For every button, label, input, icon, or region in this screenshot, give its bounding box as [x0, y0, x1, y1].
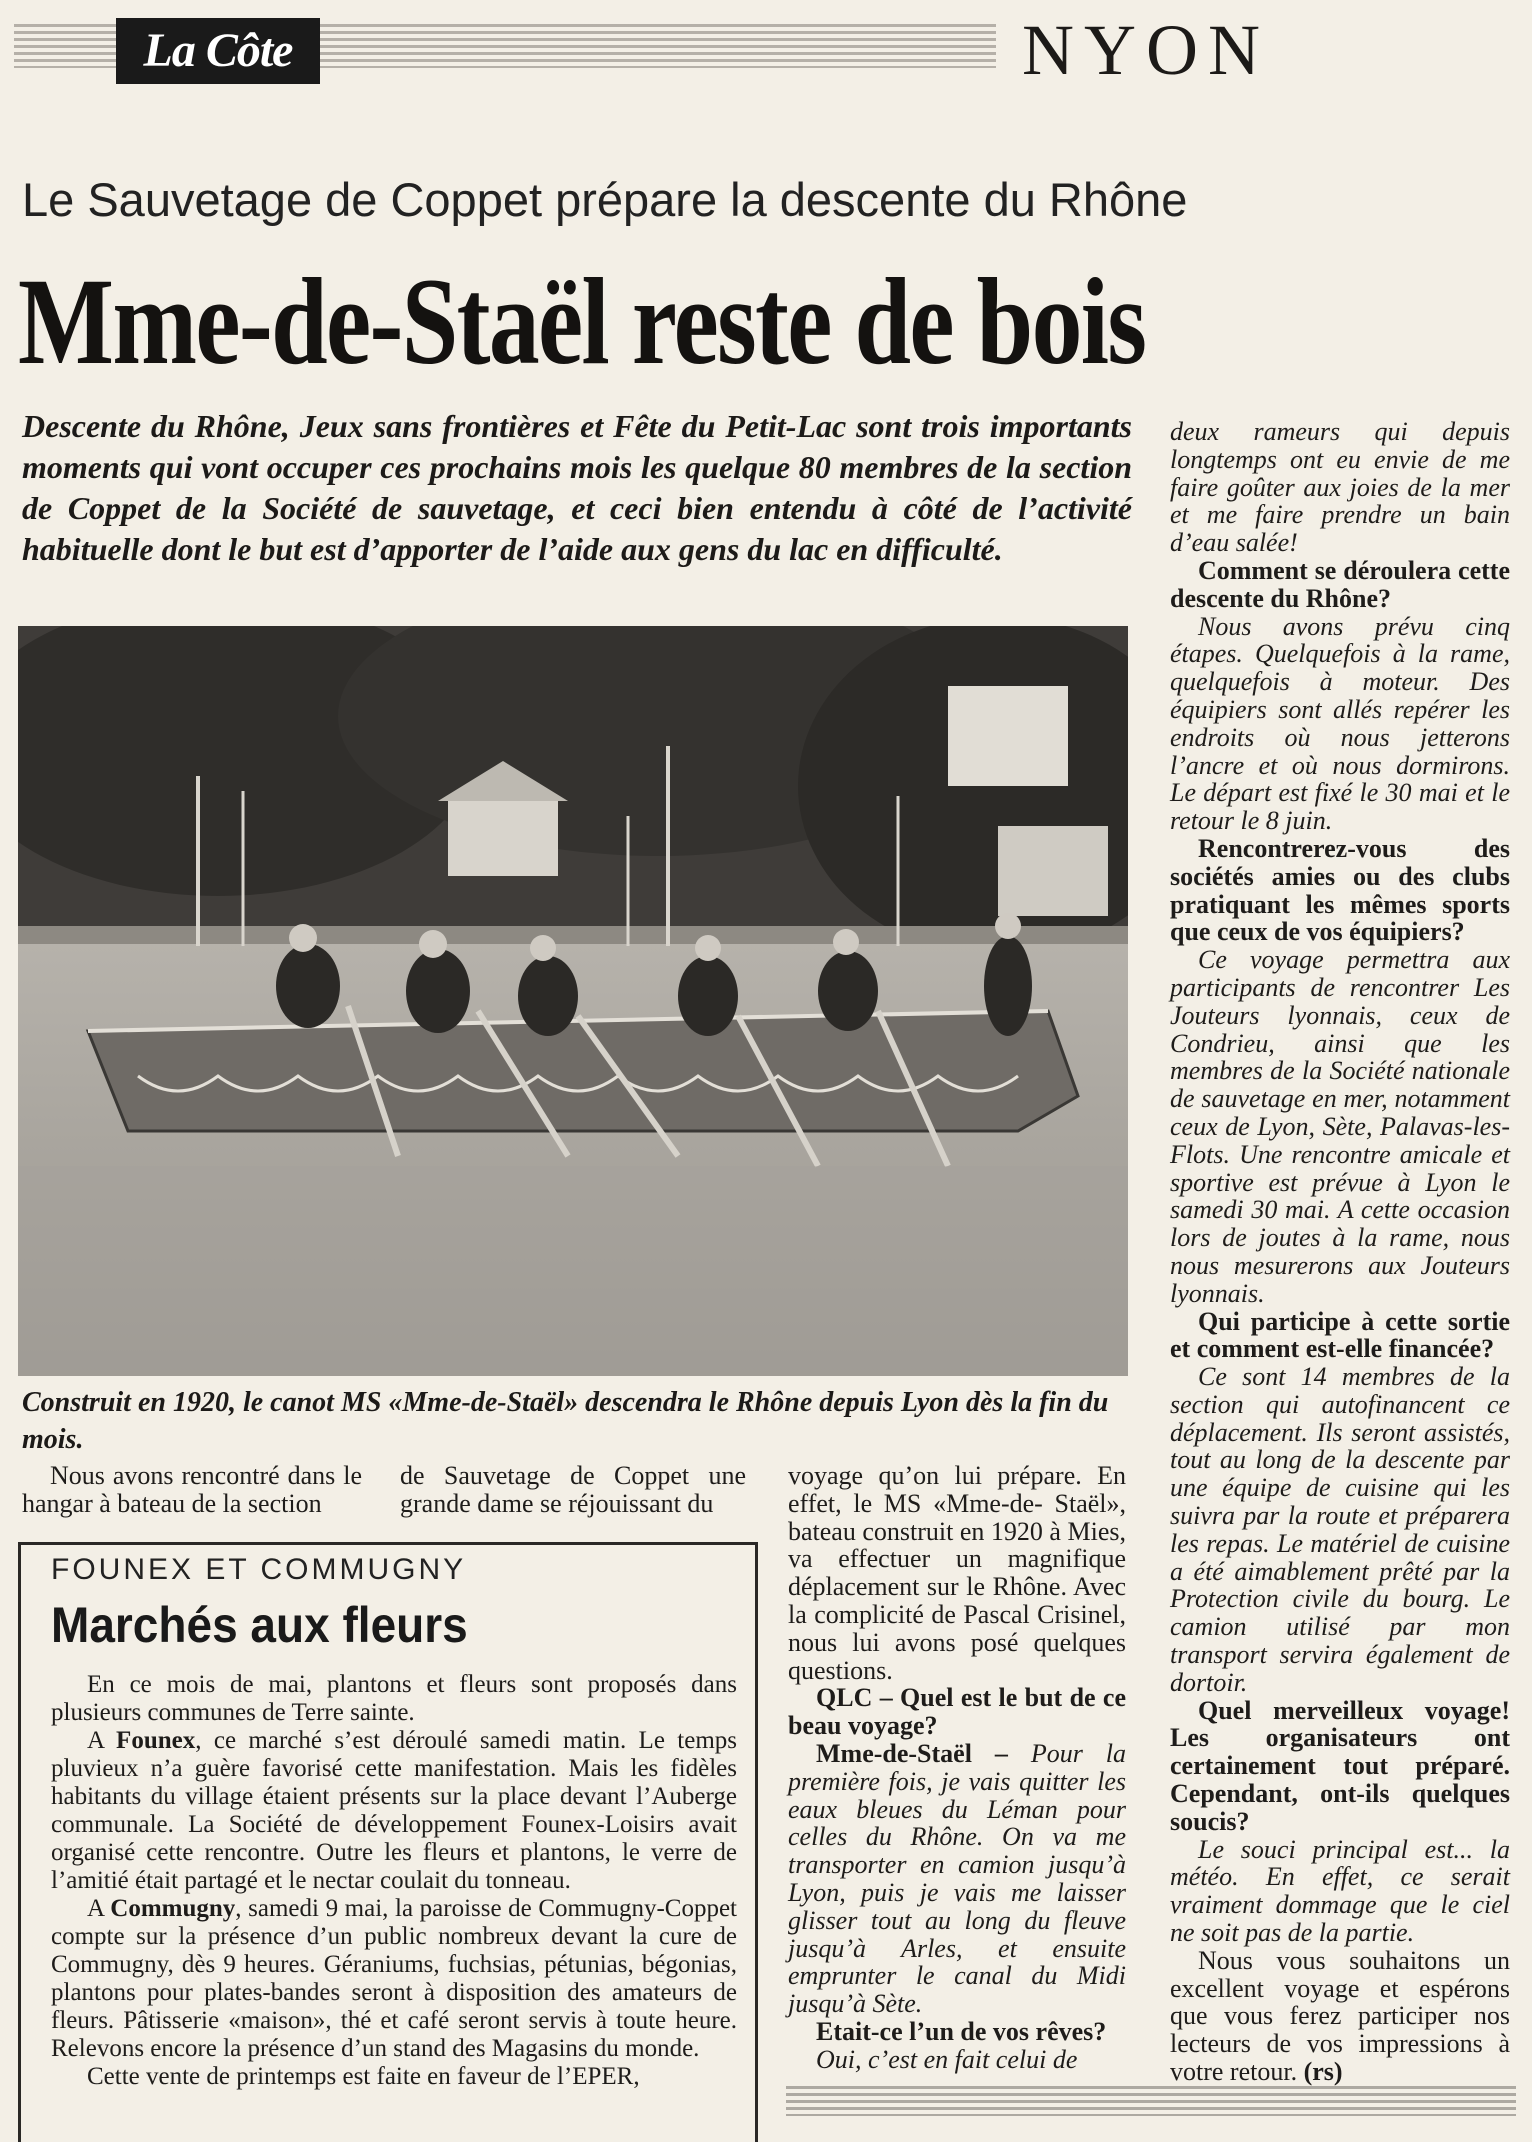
- column-1-text: Nous avons rencontré dans le hangar à bateau de la section: [22, 1461, 362, 1518]
- article-column-2: [400, 1462, 746, 1518]
- closing-text: Nous vous souhaitons un excellent voyage et espérons que vous ferez participer nos lecteurs de vos impressions à votre retour.: [1170, 1945, 1510, 2087]
- rowing-boat-photo: [18, 626, 1128, 1376]
- sidebar-box: [18, 1542, 758, 2142]
- sidebar-paragraph-1: En ce mois de mai, plantons et fleurs sont proposés dans plusieurs communes de Terre sainte.: [51, 1671, 737, 1726]
- question-2: Etait-ce l’un de vos rêves?: [816, 2016, 1107, 2046]
- section-name: NYON: [996, 14, 1296, 84]
- question-5: Qui participe à cette sortie et comment est-elle financée?: [1170, 1306, 1510, 1364]
- question-1: QLC – Quel est le but de ce beau voyage?: [788, 1683, 1126, 1741]
- answer-1-label: Mme-de-Staël –: [816, 1738, 1008, 1768]
- question-4: Rencontrerez-vous des sociétés amies ou des clubs pratiquant les mêmes sports que ceux de vos équipiers?: [1170, 833, 1510, 947]
- sidebar-p2-text: , ce marché s’est déroulé samedi matin. Le temps pluvieux n’a guère favorisé cette manifestation. Mais les fidèles habitants du village étaient présents sur la place devant l’Auberge communale. La Société de développement Founex-Loisirs avait organisé cette rencontre. Outre les fleurs et plantons, le verre de l’amitié était partagé et le nectar coulait du tonneau.: [51, 1727, 737, 1894]
- article-column-4: [1170, 418, 1510, 2086]
- article-headline: Mme-de-Staël reste de bois: [18, 253, 1146, 390]
- question-6: Quel merveilleux voyage! Les organisateurs ont certainement tout préparé. Cependant, ont-ils quelques soucis?: [1170, 1695, 1510, 1836]
- answer-1: [788, 1740, 1126, 2018]
- author-signature: (rs): [1303, 2057, 1343, 2087]
- sidebar-body: [51, 1671, 737, 2091]
- sidebar-paragraph-2: [51, 1727, 737, 1895]
- question-3: Comment se déroulera cette descente du Rhône?: [1170, 555, 1510, 613]
- sidebar-p3-text: , samedi 9 mai, la paroisse de Commugny-Coppet compte sur la présence d’un public nombreux devant la cure de Commugny, dès 9 heures. Géraniums, fuchsias, pétunias, bégonias, plantons pour plates-bandes seront à disposition des amateurs de fleurs. Pâtisserie «maison», thé et café seront servis à toute heure. Relevons encore la présence d’un stand des Magasins du monde.: [51, 1895, 737, 2062]
- photo-caption: Construit en 1920, le canot MS «Mme-de-Staël» descendra le Rhône depuis Lyon dès la fin du mois.: [22, 1387, 1109, 1455]
- column-2-text: de Sauvetage de Coppet une grande dame se réjouissant du: [400, 1461, 746, 1518]
- article-kicker: Le Sauvetage de Coppet prépare la descente du Rhône: [22, 173, 1188, 226]
- place-founex: Founex: [116, 1727, 196, 1754]
- answer-2-continued: deux rameurs qui depuis longtemps ont eu envie de me faire goûter aux joies de la mer et me faire prendre un bain d’eau salée!: [1170, 417, 1510, 558]
- answer-5: Ce sont 14 membres de la section qui autofinancent ce déplacement. Ils seront assistés, tout au long de la descente par une équipe de cuisine qui les suivra par la route et préparera les repas. Le matériel de cuisine a été aimablement prêté par la Protection civile du bourg. Le camion utilisé par mon transport servira également de dortoir.: [1170, 1362, 1510, 1697]
- sidebar-paragraph-3: [51, 1895, 737, 2063]
- footer-rule: [786, 2086, 1516, 2116]
- sidebar-p2-prefix: A: [87, 1727, 117, 1754]
- place-commugny: Commugny: [110, 1895, 236, 1922]
- answer-6: Le souci principal est... la météo. En effet, ce serait vraiment dommage que le ciel ne soit pas de la partie.: [1170, 1834, 1510, 1948]
- answer-2: Oui, c’est en fait celui de: [816, 2044, 1078, 2074]
- newspaper-logo: La Côte: [116, 18, 320, 84]
- sidebar-p3-prefix: A: [87, 1895, 111, 1922]
- answer-1-text: Pour la première fois, je vais quitter les eaux bleues du Léman pour celles du Rhône. On va me transporter en camion jusqu’à Lyon, puis je vais me laisser glisser tout au long du fleuve jusqu’à Arles, et ensuite emprunter le canal du Midi jusqu’à Sète.: [788, 1738, 1127, 2019]
- article-column-1: [22, 1462, 362, 1518]
- column-3-intro: voyage qu’on lui prépare. En effet, le MS «Mme-de- Staël», bateau construit en 1920 à Mies, va effectuer un magnifique déplacement sur le Rhône. Avec la complicité de Pascal Crisinel, nous lui avons posé quelques questions.: [788, 1461, 1126, 1685]
- closing-paragraph: [1170, 1947, 1510, 2086]
- sidebar-headline: Marchés aux fleurs: [51, 1597, 468, 1653]
- answer-4: Ce voyage permettra aux participants de rencontrer Les Jouteurs lyonnais, ceux de Condrieu, ainsi que les membres de la Société nationale de sauvetage en mer, notamment ceux de Lyon, Sète, Palavas-les-Flots. Une rencontre amicale et sportive est prévue à Lyon le samedi 30 mai. A cette occasion lors de joutes à la rame, nous nous mesurerons aux Jouteurs lyonnais.: [1170, 945, 1510, 1308]
- article-lead: Descente du Rhône, Jeux sans frontières et Fête du Petit-Lac sont trois importants moments qui vont occuper ces prochains mois les quelque 80 membres de la section de Coppet de la Société de sauvetage, et ceci bien entendu à côté de l’activité habituelle dont le but est d’apporter de l’aide aux gens du lac en difficulté.: [22, 408, 1132, 567]
- sidebar-kicker: FOUNEX ET COMMUGNY: [51, 1553, 467, 1586]
- article-column-3: [788, 1462, 1126, 2074]
- answer-3: Nous avons prévu cinq étapes. Quelquefois à la rame, quelquefois à moteur. Des équipiers sont allés repérer les endroits où nous jetterons l’ancre et où nous dormirons. Le départ est fixé le 30 mai et le retour le 8 juin.: [1170, 611, 1510, 836]
- photo-illustration: [18, 626, 1128, 1376]
- sidebar-paragraph-4: Cette vente de printemps est faite en faveur de l’EPER,: [87, 2063, 640, 2090]
